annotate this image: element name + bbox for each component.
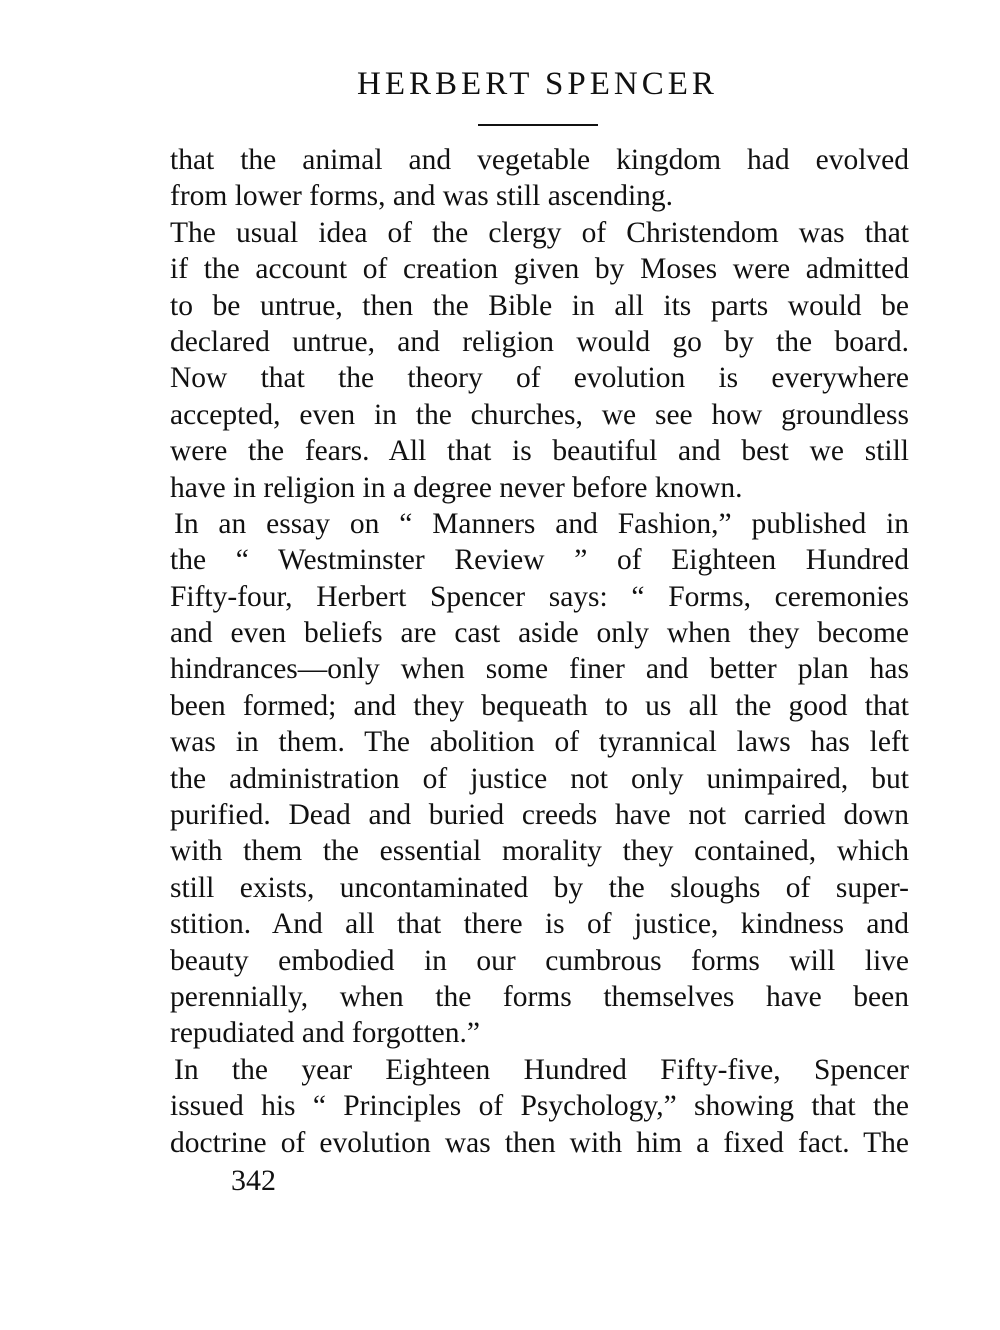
text-line: still exists, uncontaminated by the sloughs of super- — [170, 871, 909, 904]
text-line: perennially, when the forms themselves have been — [170, 980, 909, 1013]
text-line: if the account of creation given by Moses were admitted — [170, 253, 909, 286]
text-line: the “ Westminster Review ” of Eighteen Hundred — [170, 544, 909, 577]
running-header: HERBERT SPENCER — [357, 66, 718, 102]
text-line: doctrine of evolution was then with him a fixed fact. The — [170, 1126, 909, 1159]
text-line: hindrances—only when some finer and better plan has — [170, 653, 909, 686]
text-line: was in them. The abolition of tyrannical laws has left — [170, 726, 909, 759]
page-number: 342 — [231, 1164, 276, 1197]
text-line: were the fears. All that is beautiful and best we still — [170, 435, 909, 468]
text-line: repudiated and forgotten.” — [170, 1017, 480, 1050]
text-line: from lower forms, and was still ascending. — [170, 180, 674, 213]
text-line: to be untrue, then the Bible in all its parts would be — [170, 289, 909, 322]
text-line: the administration of justice not only unimpaired, but — [170, 762, 909, 795]
text-line: with them the essential morality they contained, which — [170, 835, 909, 868]
header-rule — [478, 124, 598, 126]
text-line: Now that the theory of evolution is everywhere — [170, 362, 909, 395]
text-line: that the animal and vegetable kingdom had evolved — [170, 144, 909, 176]
text-line: purified. Dead and buried creeds have not carried down — [170, 799, 909, 832]
text-line: The usual idea of the clergy of Christendom was that — [170, 216, 909, 249]
text-line: been formed; and they bequeath to us all the good that — [170, 689, 909, 722]
text-line: have in religion in a degree never before known. — [170, 471, 743, 504]
text-line: declared untrue, and religion would go by the board. — [170, 325, 909, 358]
text-line: accepted, even in the churches, we see how groundless — [170, 398, 909, 431]
text-line: and even beliefs are cast aside only when they become — [170, 617, 909, 650]
text-line: issued his “ Principles of Psychology,” showing that the — [170, 1090, 909, 1123]
text-line: stition. And all that there is of justice, kindness and — [170, 908, 909, 941]
text-line: In the year Eighteen Hundred Fifty-five, Spencer — [174, 1053, 909, 1086]
text-line: beauty embodied in our cumbrous forms will live — [170, 944, 909, 977]
text-line: Fifty-four, Herbert Spencer says: “ Forms, ceremonies — [170, 580, 909, 613]
body-text — [170, 142, 909, 1161]
text-line: In an essay on “ Manners and Fashion,” published in — [174, 507, 909, 540]
